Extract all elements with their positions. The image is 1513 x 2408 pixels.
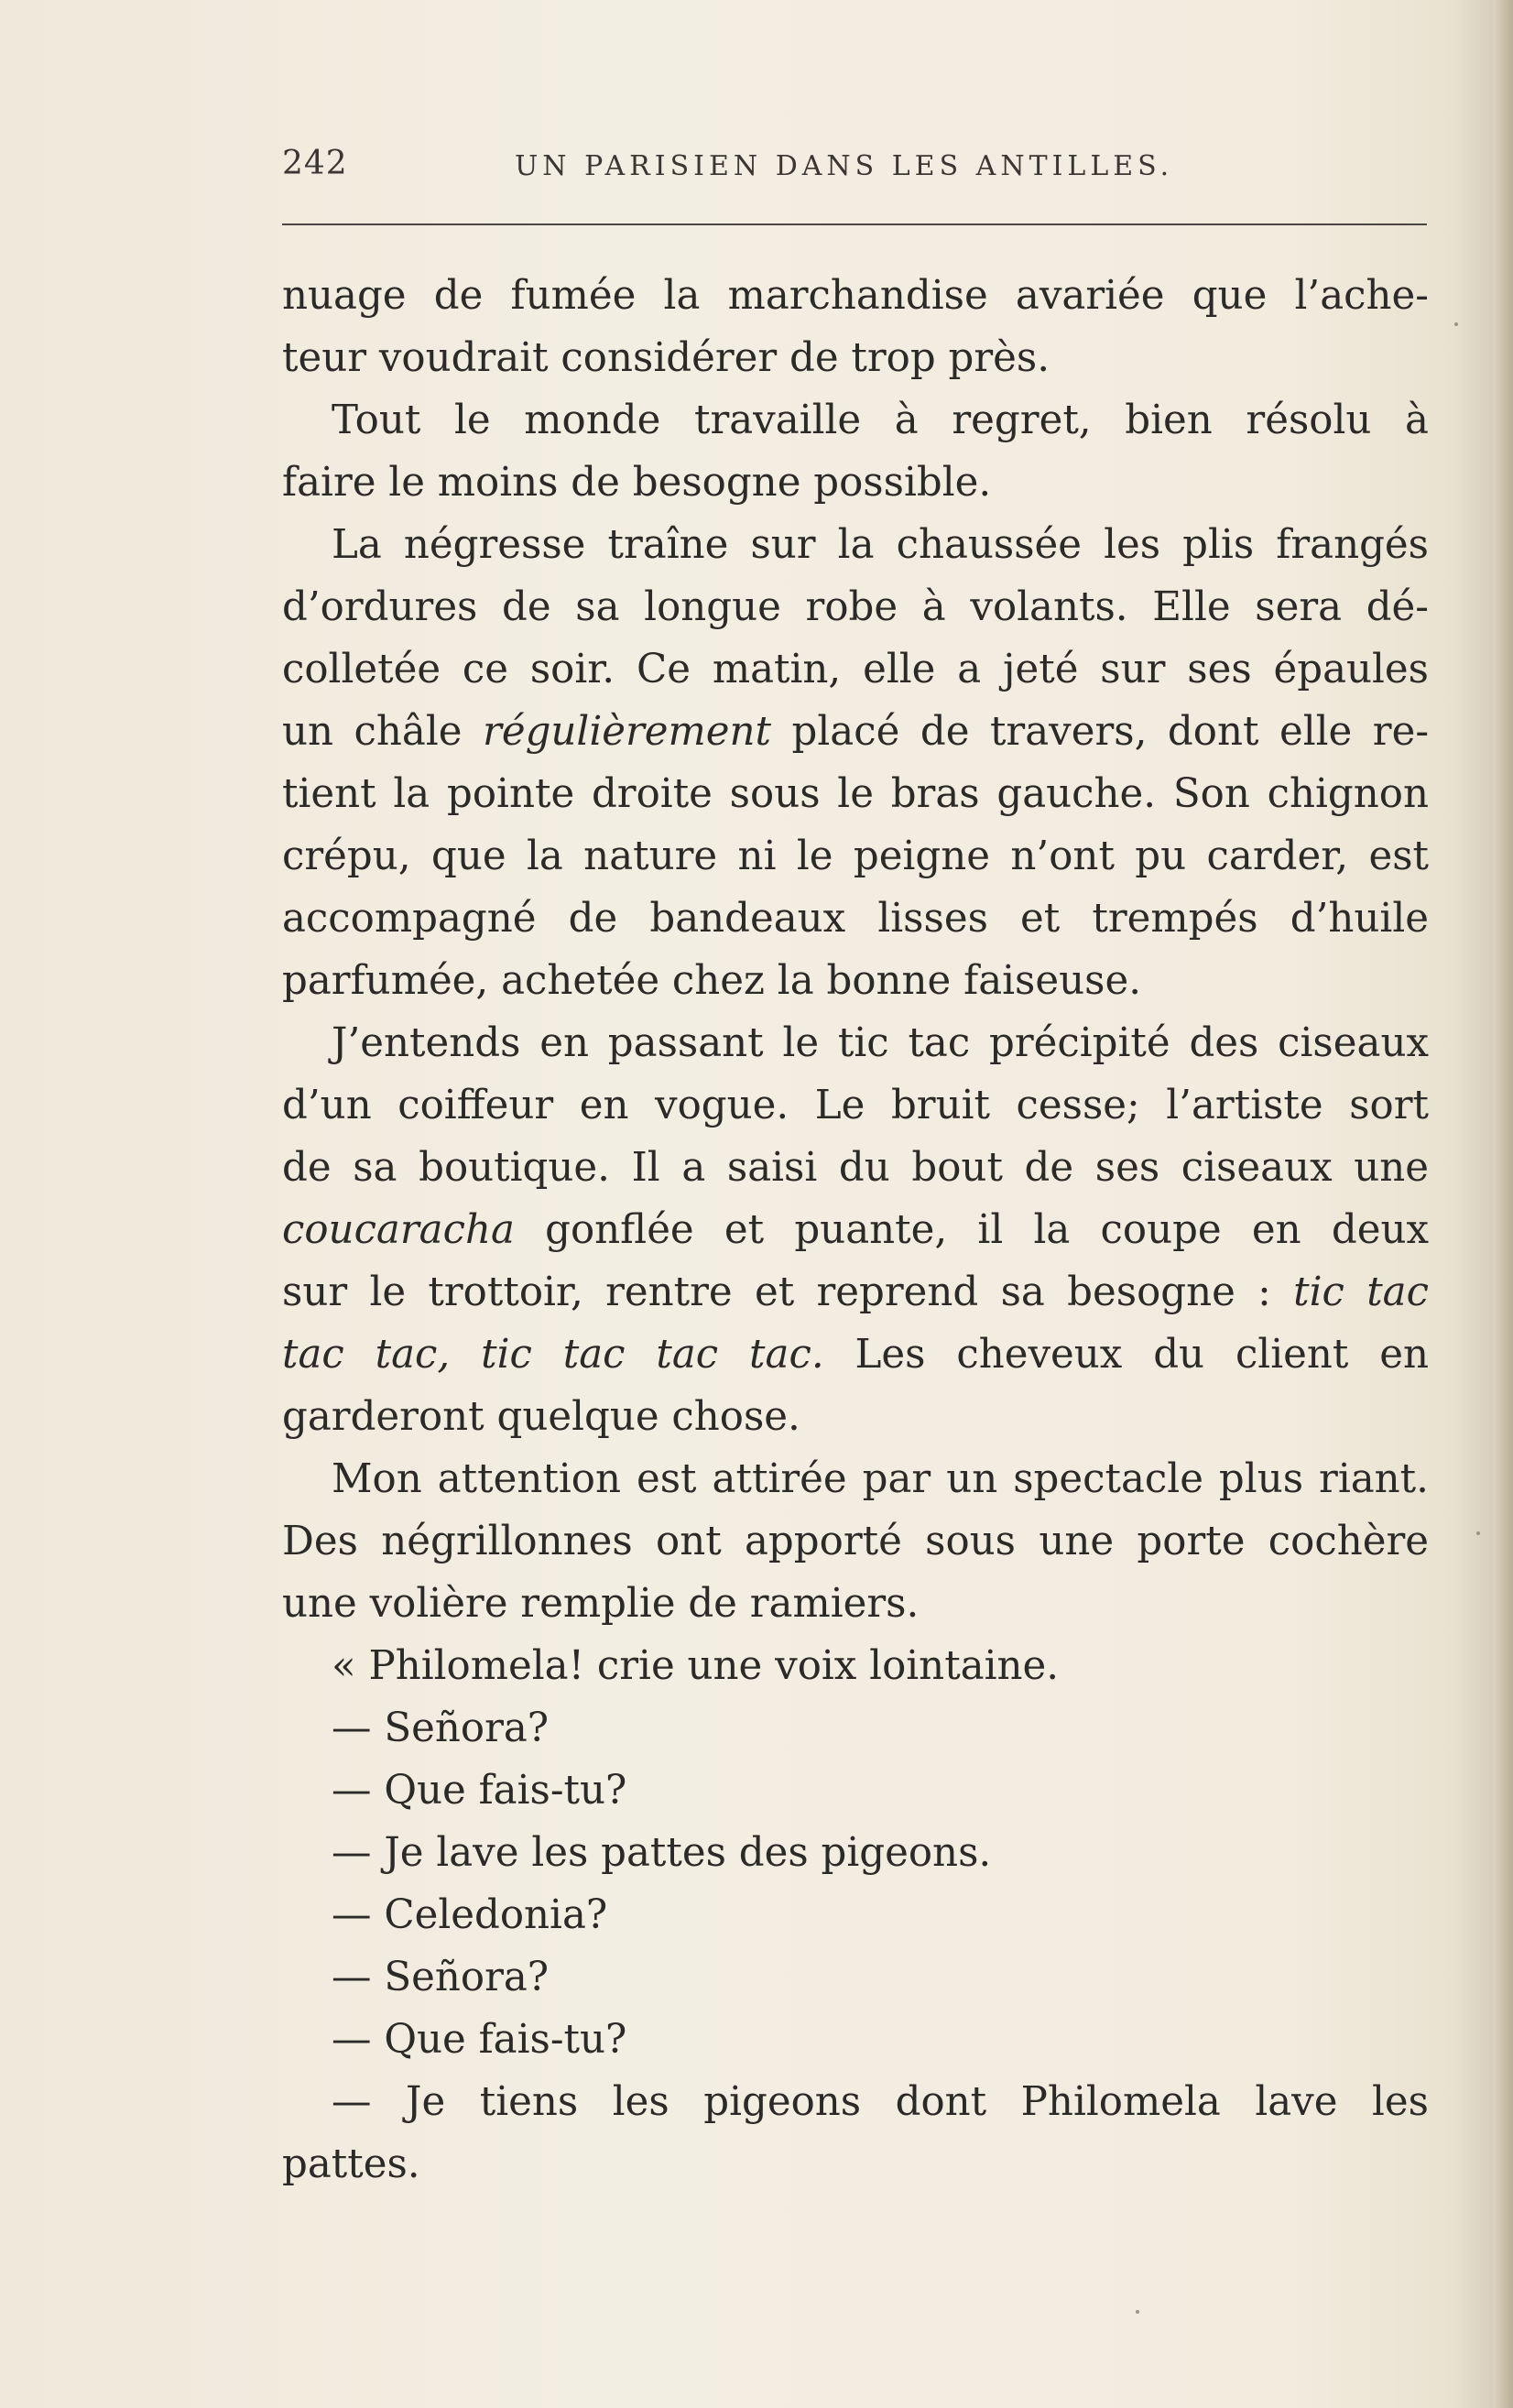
- paper-speck: [1454, 322, 1458, 326]
- text-segment: Les cheveux du client en: [854, 1332, 1429, 1378]
- text-line: [282, 701, 1429, 763]
- text-line: colletée ce soir. Ce matin, elle a jeté sur ses épaules: [282, 647, 1429, 692]
- text-line: [282, 1199, 1429, 1261]
- text-line: accompagné de bandeaux lisses et trempés d’huile: [282, 896, 1429, 942]
- dialogue-line: — Que fais-tu?: [332, 1768, 627, 1814]
- dialogue-line: « Philomela! crie une voix lointaine.: [332, 1643, 1060, 1689]
- dialogue-line: — Celedonia?: [332, 1892, 608, 1938]
- dialogue-line: — Señora?: [332, 1955, 550, 2000]
- text-line: Mon attention est attirée par un spectacle plus riant.: [332, 1456, 1429, 1502]
- page-header: [282, 145, 1429, 200]
- text-line: faire le moins de besogne possible.: [282, 460, 992, 506]
- dialogue-line: — Je lave les pattes des pigeons.: [332, 1830, 992, 1876]
- paper-speck: [1476, 1531, 1480, 1535]
- text-line: [282, 1261, 1429, 1324]
- text-line: Tout le monde travaille à regret, bien résolu à: [332, 398, 1429, 443]
- page-number: 242: [282, 145, 348, 182]
- text-line: Des négrillonnes ont apporté sous une porte cochère: [282, 1519, 1429, 1564]
- dialogue-line: — Que fais-tu?: [332, 2017, 627, 2063]
- text-line: crépu, que la nature ni le peigne n’ont pu carder, est: [282, 834, 1429, 879]
- dialogue-line: — Señora?: [332, 1705, 550, 1751]
- running-title: UN PARISIEN DANS LES ANTILLES.: [515, 150, 1174, 182]
- dialogue-line: — Je tiens les pigeons dont Philomela lave les: [332, 2079, 1429, 2125]
- text-segment: gonflée et puante, il la coupe en deux: [545, 1207, 1430, 1253]
- text-segment: placé de travers, dont elle re-: [791, 709, 1430, 755]
- text-line: La négresse traîne sur la chaussée les plis frangés: [332, 522, 1429, 568]
- text-line: teur voudrait considérer de trop près.: [282, 335, 1050, 381]
- header-rule: [282, 223, 1427, 225]
- text-line: de sa boutique. Il a saisi du bout de ses ciseaux une: [282, 1145, 1429, 1191]
- text-line: tient la pointe droite sous le bras gauche. Son chignon: [282, 771, 1429, 817]
- text-line: d’un coiffeur en vogue. Le bruit cesse; l’artiste sort: [282, 1083, 1429, 1128]
- text-line: pattes.: [282, 2141, 420, 2187]
- italic-text: coucaracha: [282, 1207, 515, 1253]
- italic-text: tac tac, tic tac tac tac.: [282, 1332, 824, 1378]
- italic-text: régulièrement: [483, 709, 772, 755]
- text-segment: un châle: [282, 709, 463, 755]
- text-line: [282, 1324, 1429, 1386]
- text-line: d’ordures de sa longue robe à volants. Elle sera dé-: [282, 584, 1429, 630]
- text-line: nuage de fumée la marchandise avariée que l’ache-: [282, 273, 1429, 319]
- page-edge-shadow: [1493, 0, 1513, 2408]
- body-text: [282, 265, 1429, 2196]
- paper-speck: [1136, 2310, 1139, 2314]
- text-line: parfumée, achetée chez la bonne faiseuse.: [282, 958, 1142, 1004]
- text-line: garderont quelque chose.: [282, 1394, 800, 1440]
- text-line: une volière remplie de ramiers.: [282, 1581, 920, 1627]
- italic-text: tic tac: [1293, 1269, 1429, 1315]
- text-line: J’entends en passant le tic tac précipité des ciseaux: [332, 1020, 1429, 1066]
- text-segment: sur le trottoir, rentre et reprend sa besogne :: [282, 1269, 1271, 1315]
